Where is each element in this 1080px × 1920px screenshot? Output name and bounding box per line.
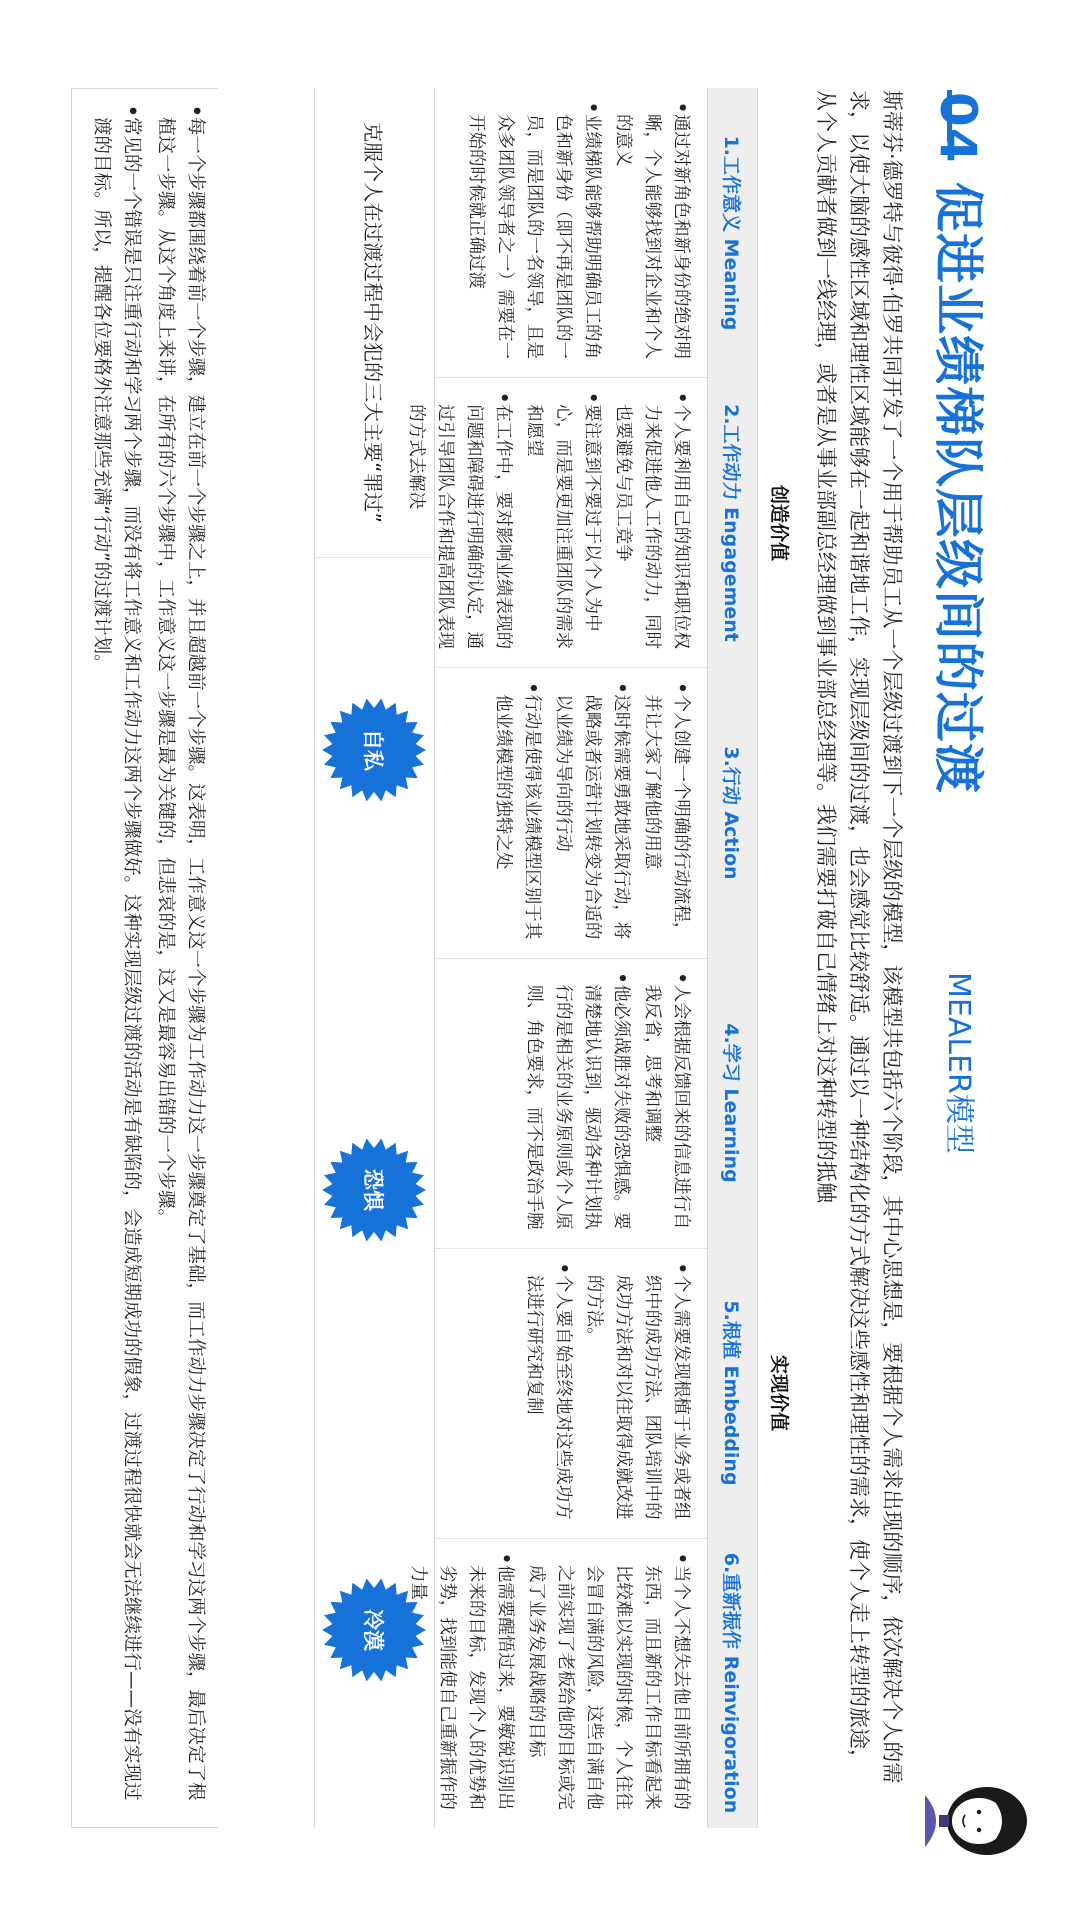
list-item: • 当个人不想失去他目前所拥有的东西，而且新的工作目标看起来比较难以实现的时候，个人往往会冒自满的风险，这些自满自他之前实现了老板给他的目标或完成了业务发展战略的目标	[526, 1552, 691, 1810]
sin-label: 恐惧	[361, 1169, 385, 1211]
list-item: • 个人创建一个明确的行动流程，并让大家了解他的用意	[642, 682, 691, 940]
sin-label: 自私	[361, 729, 385, 771]
stage-cell-learning	[435, 959, 707, 1249]
stage-header: 4.学习 Learning	[720, 1023, 742, 1183]
stage-header: 2.工作动力 Engagement	[720, 404, 742, 642]
avatar-illustration	[925, 1775, 1035, 1867]
intro-paragraph: 斯蒂芬·德罗特与彼得·伯罗共同开发了一个用于帮助员工从一个层级过渡到下一个层级的模型，该模型共包括六个阶段，其中心思想是，要根据个人需求出现的顺序，依次解决个人的需求，以使大脑的感性区域和理性区域能够在一起和谐地工作，实现层级间的过渡，也会感觉比较舒适。通过以一种结构化的方式解决这些感性和理性的需求，使个人走上转型的旅途，从个人贡献者做到一线经理，或者是从事业部副总经理做到事业部总经理等。我们需要打破自己情绪上对这种转型的抵触	[814, 90, 904, 1784]
list-item: • 个人要自始至终地对这些成功方法进行研究和复制	[524, 1262, 573, 1520]
stage-cell-action	[435, 668, 707, 958]
stage-body-row	[406, 88, 707, 1828]
list-item: • 他需要醒悟过来，要敏锐识别出未来的目标，发现个人的优势和劣势，找到能使自己重新振作的力量	[408, 1552, 515, 1810]
list-item: • 每一个步骤都围绕着前一个步骤，建立在前一个步骤之上，并且超越前一个步骤。这表明，工作意义这一个步骤为工作动力这一步骤奠定了基础，而工作动力步骤决定了行动和学习这两个步骤，最后决定了根植这一步骤。从这个角度上来讲，在所有的六个步骤中，工作意义这一步骤是最为关键的，但悲哀的是，这又是最容易出错的一个步骤。	[155, 105, 206, 1801]
stage-cell-engagement	[406, 378, 707, 668]
stage-cell-reinvigoration	[408, 1539, 707, 1828]
sins-area	[315, 558, 434, 1828]
sins-row	[315, 88, 435, 1828]
mealer-table	[314, 88, 758, 1828]
stage-cell-meaning	[435, 88, 707, 378]
list-item: • 在工作中，要对影响业绩表现的问题和障碍进行明确的认定，通过引导团队合作和提高团队表现的方式去解决	[406, 392, 513, 650]
list-item: • 个人需要发现根植于业务或者组织中的成功方法、团队培训中的成功方法和对以往取得成就改进的方法。	[584, 1262, 691, 1520]
sin-label: 冷漠	[361, 1609, 385, 1651]
stage-cell-embedding	[435, 1249, 707, 1539]
page-subtitle: MEALER模型	[941, 972, 976, 1154]
list-item: • 个人要利用自己的知识和职位权力来促进他人工作的动力，同时也要避免与员工竞争	[613, 392, 691, 650]
value-label-realize: 实现价值	[768, 1354, 791, 1431]
stage-header: 3.行动 Action	[720, 746, 742, 880]
list-item: • 常见的一个错误是只注重行动和学习两个步骤，而没有将工作意义和工作动力这两个步骤做好。这种实现层级过渡的活动是有缺陷的，会造成短期成功的假象，过渡过程很快就会无法继续进行——没有实现过渡的目标。所以，提醒各位要格外注意那些充满“行动”的过渡计划。	[91, 105, 142, 1801]
stage-header: 1.工作意义 Meaning	[720, 135, 742, 331]
stage-header-row	[707, 88, 757, 1828]
list-item: • 通过对新角色和新身份的绝对明晰，个人能够找到对企业和个人的意义	[613, 102, 691, 359]
list-item: • 人会根据反馈回来的信息进行自我反省，思考和调整	[642, 972, 691, 1230]
page-title: 04 促进业绩梯队层级间的过渡	[929, 92, 987, 794]
list-item: • 行动是使得该业绩模型区别于其他业绩模型的独特之处	[493, 682, 542, 940]
list-item: • 业绩梯队能够帮助明确员工的角色和新身份（即不再是团队的一员，而是团队的一名领导，且是众多团队领导者之一）需要在一开始的时候就正确过渡	[466, 102, 602, 359]
list-item: • 这时候需要勇敢地采取行动，将战略或者运营计划转变为合适的以业绩为导向的行动	[553, 682, 631, 940]
notes-box	[71, 88, 218, 1828]
value-label-create: 创造价值	[768, 484, 791, 561]
sin-badge	[322, 1138, 426, 1242]
stage-header: 5.根植 Embedding	[720, 1300, 742, 1486]
sin-badge	[322, 698, 426, 802]
stage-header: 6.重新振作 Reinvigoration	[720, 1552, 742, 1814]
sin-badge	[322, 1578, 426, 1682]
list-item: • 要注意到不要过于以个人为中心，而是要更加注重团队的需求和愿望	[524, 392, 602, 650]
sins-label: 克服个人在过渡过程中会犯的三大主要“罪过”	[315, 88, 434, 558]
list-item: • 他必须战胜对失败的恐惧感。要清楚地认识到，驱动各种计划执行的是相关的业务原则或个人原则、角色要求，而不是政治手腕	[524, 972, 631, 1230]
